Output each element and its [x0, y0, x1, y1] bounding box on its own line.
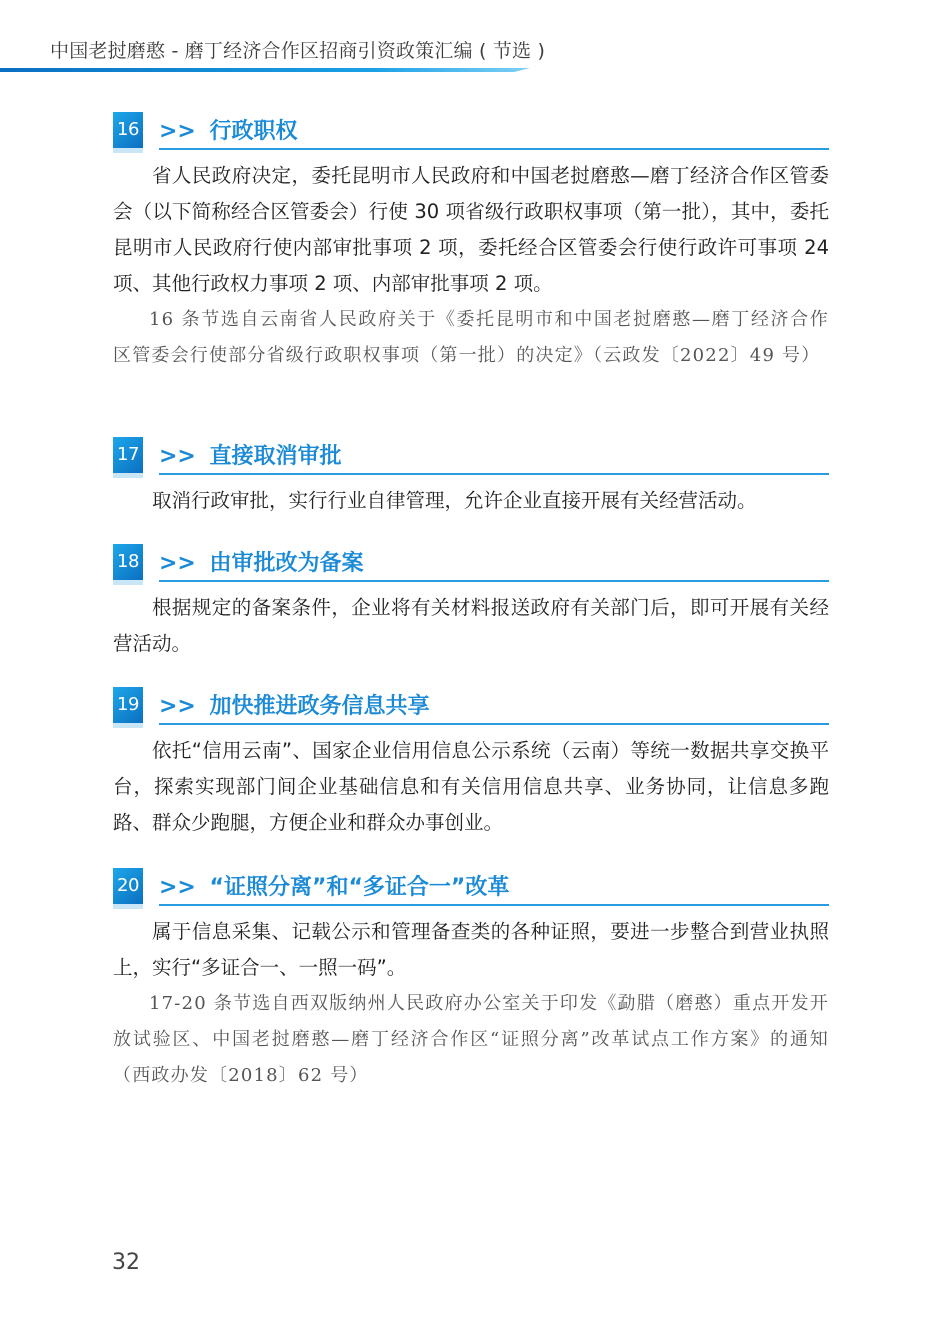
- section-source-note: 16 条节选自云南省人民政府关于《委托昆明市和中国老挝磨憨—磨丁经济合作区管委会行使部分省级行政职权事项（第一批）的决定》（云政发〔2022〕49 号）: [113, 309, 829, 366]
- double-chevron-icon: >>: [159, 551, 196, 576]
- double-chevron-icon: >>: [159, 875, 196, 900]
- section-underline: [159, 148, 829, 150]
- section-title: [159, 870, 829, 901]
- section-title: [159, 689, 829, 720]
- section-number-badge: 17: [113, 437, 143, 473]
- double-chevron-icon: >>: [159, 444, 196, 469]
- section-number-badge: 19: [113, 687, 143, 723]
- section-body: 根据规定的备案条件，企业将有关材料报送政府有关部门后，即可开展有关经营活动。: [113, 596, 829, 655]
- section-heading: [113, 868, 829, 906]
- section-title: [159, 439, 829, 470]
- section-title-text: 直接取消审批: [209, 444, 342, 469]
- section-17: [113, 437, 829, 519]
- page-number: 32: [112, 1250, 140, 1275]
- section-body: 省人民政府决定，委托昆明市人民政府和中国老挝磨憨—磨丁经济合作区管委会（以下简称经合区管委会）行使 30 项省级行政职权事项（第一批），其中，委托昆明市人民政府行使内部审批事项 2 项，委托经合区管委会行使行政许可事项 24 项、其他行政权力事项 2 项、内部审批事项 2 项。: [113, 164, 829, 295]
- section-19: [113, 687, 829, 841]
- header-accent-bar: [0, 68, 530, 72]
- section-underline: [159, 473, 829, 475]
- section-title-text: 加快推进政务信息共享: [209, 694, 430, 719]
- section-number-badge: 18: [113, 544, 143, 580]
- section-title: [159, 114, 829, 145]
- section-underline: [159, 580, 829, 582]
- section-heading: [113, 437, 829, 475]
- section-heading: [113, 544, 829, 582]
- section-title: [159, 546, 829, 577]
- section-underline: [159, 904, 829, 906]
- section-number-badge: 20: [113, 868, 143, 904]
- section-underline: [159, 723, 829, 725]
- section-heading: [113, 687, 829, 725]
- section-body: 依托“信用云南”、国家企业信用信息公示系统（云南）等统一数据共享交换平台，探索实现部门间企业基础信息和有关信用信息共享、业务协同，让信息多跑路、群众少跑腿，方便企业和群众办事创业。: [113, 739, 829, 834]
- section-number-badge: 16: [113, 112, 143, 148]
- running-header-title: 中国老挝磨憨 - 磨丁经济合作区招商引资政策汇编 ( 节选 ): [50, 40, 546, 62]
- double-chevron-icon: >>: [159, 694, 196, 719]
- section-18: [113, 544, 829, 662]
- section-source-note: 17-20 条节选自西双版纳州人民政府办公室关于印发《勐腊（磨憨）重点开发开放试验区、中国老挝磨憨—磨丁经济合作区“证照分离”改革试点工作方案》的通知（西政办发〔2018〕62 号）: [113, 993, 829, 1086]
- section-title-text: 由审批改为备案: [209, 551, 364, 576]
- section-body: 属于信息采集、记载公示和管理备查类的各种证照，要进一步整合到营业执照上，实行“多证合一、一照一码”。: [113, 920, 829, 979]
- section-heading: [113, 112, 829, 150]
- section-body: 取消行政审批，实行行业自律管理，允许企业直接开展有关经营活动。: [152, 489, 757, 512]
- section-title-text: 行政职权: [209, 119, 298, 144]
- double-chevron-icon: >>: [159, 119, 196, 144]
- section-16: [113, 112, 829, 374]
- section-title-text: “证照分离”和“多证合一”改革: [209, 875, 510, 900]
- section-20: [113, 868, 829, 1094]
